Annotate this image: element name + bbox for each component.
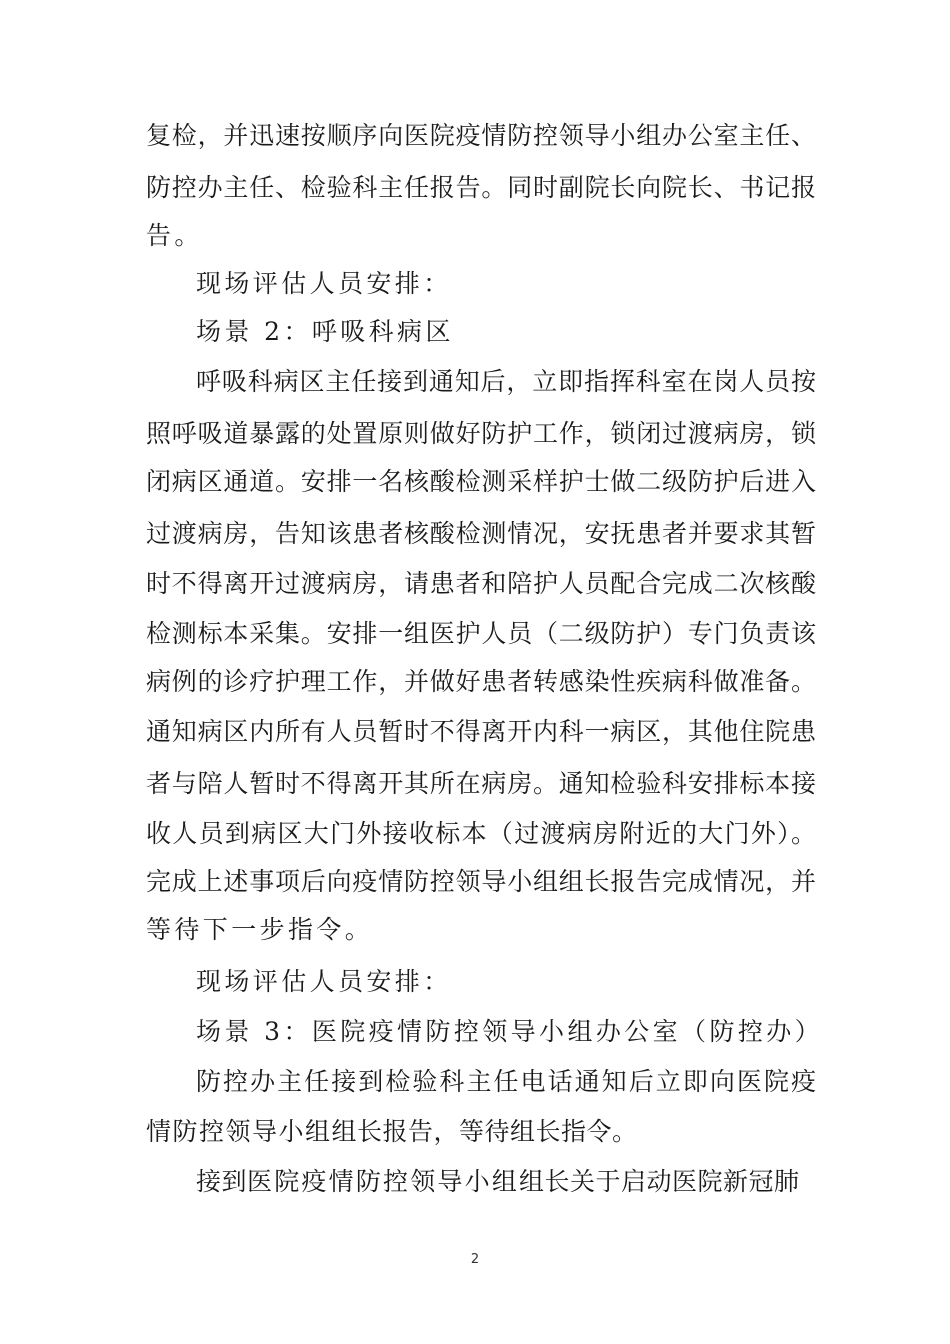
section-heading: 场景 3：医院疫情防控领导小组办公室（防控办）	[196, 1017, 824, 1046]
paragraph-line: 告。	[146, 221, 203, 250]
paragraph-line: 病例的诊疗护理工作，并做好患者转感染性疾病科做准备。	[146, 667, 816, 696]
paragraph-line	[146, 1116, 816, 1148]
bold-text-run: 组长关于启动医院新冠肺	[519, 1167, 800, 1196]
paragraph-line: 防控办主任接到检验科主任电话通知后立即向医院疫	[196, 1067, 816, 1096]
paragraph-line: 复检，并迅速按顺序向医院疫情防控领导小组办公室主任、	[146, 121, 816, 150]
text-run: 医院疫情防控领导小组	[247, 1167, 520, 1196]
paragraph-line: 防控办主任、检验科主任报告。同时副院长向院长、书记报	[146, 173, 816, 202]
paragraph-line: 闭病区通道。安排一名核酸检测采样护士做二级防护后进入	[146, 467, 816, 496]
paragraph-line: 等待下一步指令。	[146, 915, 374, 944]
paragraph-line: 通知病区内所有人员暂时不得离开内科一病区，其他住院患	[146, 717, 816, 746]
section-heading: 现场评估人员安排：	[196, 269, 452, 298]
paragraph-line: 照呼吸道暴露的处置原则做好防护工作，锁闭过渡病房，锁	[146, 419, 816, 448]
paragraph-line: 过渡病房，告知该患者核酸检测情况，安抚患者并要求其暂	[146, 519, 816, 548]
page-number: 2	[470, 1252, 480, 1267]
section-heading: 现场评估人员安排：	[196, 967, 452, 996]
paragraph-line: 收人员到病区大门外接收标本（过渡病房附近的大门外）。	[146, 819, 816, 848]
bold-text-run: 接到	[196, 1167, 248, 1196]
bold-text-run: 组长报告，等待组长指令。	[331, 1117, 638, 1146]
paragraph-line: 完成上述事项后向疫情防控领导小组组长报告完成情况，并	[146, 867, 816, 896]
paragraph-line	[196, 1166, 866, 1198]
text-run: 情防控领导小组	[146, 1117, 332, 1146]
paragraph-line: 检测标本采集。安排一组医护人员（二级防护）专门负责该	[146, 619, 816, 648]
paragraph-line: 时不得离开过渡病房，请患者和陪护人员配合完成二次核酸	[146, 569, 816, 598]
paragraph-line: 者与陪人暂时不得离开其所在病房。通知检验科安排标本接	[146, 769, 816, 798]
section-heading: 场景 2：呼吸科病区	[196, 317, 454, 346]
paragraph-line: 呼吸科病区主任接到通知后，立即指挥科室在岗人员按	[196, 367, 816, 396]
